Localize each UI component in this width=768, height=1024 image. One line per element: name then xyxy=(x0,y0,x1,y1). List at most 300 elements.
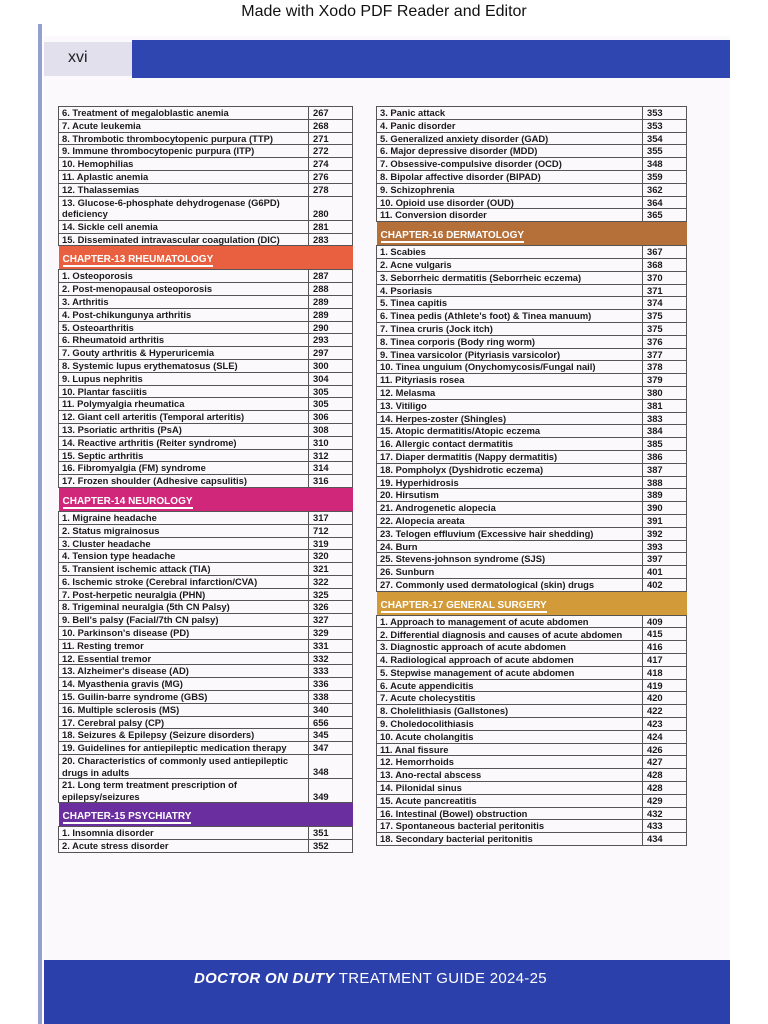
toc-entry[interactable] xyxy=(59,158,353,171)
toc-entry[interactable] xyxy=(377,553,687,566)
toc-entry-title: 8. Bipolar affective disorder (BIPAD) xyxy=(377,170,643,183)
toc-entry-page: 381 xyxy=(643,399,687,412)
toc-right-table xyxy=(377,107,687,846)
toc-entry-title: 6. Acute appendicitis xyxy=(377,679,643,692)
toc-entry-page: 422 xyxy=(643,705,687,718)
toc-entry[interactable] xyxy=(377,666,687,679)
toc-entry[interactable] xyxy=(377,310,687,323)
toc-entry[interactable] xyxy=(59,270,353,283)
toc-entry[interactable] xyxy=(377,654,687,667)
toc-entry[interactable] xyxy=(59,183,353,196)
toc-entry[interactable] xyxy=(59,295,353,308)
toc-entry-title: 2. Acne vulgaris xyxy=(377,258,643,271)
toc-entry-title: 8. Systemic lupus erythematosus (SLE) xyxy=(59,359,309,372)
toc-entry-page: 390 xyxy=(643,502,687,515)
toc-entry-title: 10. Parkinson's disease (PD) xyxy=(59,627,309,640)
toc-entry[interactable] xyxy=(59,119,353,132)
toc-entry-page: 308 xyxy=(309,423,353,436)
toc-entry-title: 4. Radiological approach of acute abdomen xyxy=(377,654,643,667)
toc-entry[interactable] xyxy=(59,283,353,296)
toc-entry[interactable] xyxy=(377,297,687,310)
toc-entry[interactable] xyxy=(377,820,687,833)
toc-entry-title: 9. Immune thrombocytopenic purpura (ITP) xyxy=(59,145,309,158)
toc-entry[interactable] xyxy=(59,423,353,436)
toc-entry-page: 316 xyxy=(309,475,353,488)
toc-entry-page: 359 xyxy=(643,170,687,183)
toc-entry-title: 5. Transient ischemic attack (TIA) xyxy=(59,563,309,576)
toc-entry-title: 24. Burn xyxy=(377,540,643,553)
toc-entry-page: 327 xyxy=(309,614,353,627)
toc-entry[interactable] xyxy=(377,158,687,171)
toc-entry[interactable] xyxy=(59,334,353,347)
toc-entry-title: 11. Anal fissure xyxy=(377,743,643,756)
toc-entry-title: 3. Cluster headache xyxy=(59,537,309,550)
chapter-title: CHAPTER-17 GENERAL SURGERY xyxy=(380,599,547,611)
toc-entry-title: 9. Lupus nephritis xyxy=(59,372,309,385)
toc-entry-page: 283 xyxy=(309,233,353,246)
toc-entry-page: 320 xyxy=(309,550,353,563)
toc-entry-page: 384 xyxy=(643,425,687,438)
toc-entry-page: 385 xyxy=(643,438,687,451)
toc-entry-title: 6. Major depressive disorder (MDD) xyxy=(377,145,643,158)
toc-entry[interactable] xyxy=(59,652,353,665)
toc-entry-title: 1. Insomnia disorder xyxy=(59,827,309,840)
toc-entry[interactable] xyxy=(59,347,353,360)
toc-entry[interactable] xyxy=(59,537,353,550)
footer-title xyxy=(194,970,547,987)
toc-left-table xyxy=(59,107,353,853)
toc-entry-title: 6. Treatment of megaloblastic anemia xyxy=(59,107,309,120)
toc-entry-page: 433 xyxy=(643,820,687,833)
footer-band xyxy=(44,960,730,1024)
toc-entry[interactable] xyxy=(59,411,353,424)
toc-entry-title: 27. Commonly used dermatological (skin) drugs xyxy=(377,578,643,591)
toc-entry[interactable] xyxy=(377,692,687,705)
toc-entry[interactable] xyxy=(59,614,353,627)
toc-entry[interactable] xyxy=(59,729,353,742)
toc-entry[interactable] xyxy=(59,385,353,398)
toc-entry-page: 276 xyxy=(309,170,353,183)
toc-entry[interactable] xyxy=(59,398,353,411)
toc-entry-title: 7. Acute leukemia xyxy=(59,119,309,132)
toc-entry-page: 333 xyxy=(309,665,353,678)
toc-entry[interactable] xyxy=(377,246,687,259)
chapter-header-cell xyxy=(59,487,353,511)
toc-entry-title: 15. Atopic dermatitis/Atopic eczema xyxy=(377,425,643,438)
toc-entry-title: 5. Stepwise management of acute abdomen xyxy=(377,666,643,679)
toc-entry[interactable] xyxy=(59,665,353,678)
toc-entry-title: 3. Seborrheic dermatitis (Seborrheic eczema) xyxy=(377,271,643,284)
toc-entry-page: 348 xyxy=(643,158,687,171)
toc-entry-page: 345 xyxy=(309,729,353,742)
toc-entry[interactable] xyxy=(59,233,353,246)
toc-entry[interactable] xyxy=(377,540,687,553)
toc-entry-title: 8. Thrombotic thrombocytopenic purpura (TTP) xyxy=(59,132,309,145)
toc-entry-title: 13. Vitiligo xyxy=(377,399,643,412)
toc-entry[interactable] xyxy=(377,183,687,196)
toc-entry[interactable] xyxy=(59,563,353,576)
toc-entry[interactable] xyxy=(377,335,687,348)
toc-entry[interactable] xyxy=(377,209,687,222)
toc-entry-title: 8. Trigeminal neuralgia (5th CN Palsy) xyxy=(59,601,309,614)
toc-entry-page: 278 xyxy=(309,183,353,196)
chapter-header xyxy=(377,591,687,615)
page-number: xvi xyxy=(68,49,88,66)
toc-entry-page: 656 xyxy=(309,716,353,729)
toc-entry-title: 12. Giant cell arteritis (Temporal arteritis) xyxy=(59,411,309,424)
toc-entry-page: 321 xyxy=(309,563,353,576)
toc-entry-page: 300 xyxy=(309,359,353,372)
toc-entry-title: 6. Tinea pedis (Athlete's foot) & Tinea manuum) xyxy=(377,310,643,323)
toc-entry[interactable] xyxy=(59,196,353,220)
toc-left-column xyxy=(58,106,353,853)
toc-entry-page: 355 xyxy=(643,145,687,158)
toc-entry[interactable] xyxy=(59,575,353,588)
toc-entry-page: 297 xyxy=(309,347,353,360)
toc-entry-page: 304 xyxy=(309,372,353,385)
footer-subtitle: TREATMENT GUIDE 2024-25 xyxy=(338,970,547,987)
toc-entry-title: 10. Opioid use disorder (OUD) xyxy=(377,196,643,209)
toc-entry-page: 293 xyxy=(309,334,353,347)
toc-entry-page: 378 xyxy=(643,361,687,374)
toc-entry-title: 7. Gouty arthritis & Hyperuricemia xyxy=(59,347,309,360)
toc-entry[interactable] xyxy=(59,755,353,779)
toc-entry-page: 428 xyxy=(643,769,687,782)
toc-entry-page: 289 xyxy=(309,295,353,308)
toc-entry-page: 340 xyxy=(309,703,353,716)
toc-entry[interactable] xyxy=(377,284,687,297)
book-page xyxy=(44,36,730,1024)
toc-entry[interactable] xyxy=(59,436,353,449)
toc-entry-title: 4. Psoriasis xyxy=(377,284,643,297)
toc-entry[interactable] xyxy=(377,348,687,361)
header-band xyxy=(132,40,730,78)
toc-entry[interactable] xyxy=(377,322,687,335)
toc-entry-page: 268 xyxy=(309,119,353,132)
toc-entry-page: 305 xyxy=(309,385,353,398)
toc-entry[interactable] xyxy=(377,718,687,731)
toc-entry-page: 392 xyxy=(643,527,687,540)
toc-entry[interactable] xyxy=(59,308,353,321)
toc-entry-title: 10. Plantar fasciitis xyxy=(59,385,309,398)
toc-entry[interactable] xyxy=(59,678,353,691)
chapter-header-cell xyxy=(59,803,353,827)
toc-entry-page: 420 xyxy=(643,692,687,705)
toc-entry[interactable] xyxy=(377,119,687,132)
toc-entry[interactable] xyxy=(377,514,687,527)
toc-entry[interactable] xyxy=(377,615,687,628)
toc-entry-page: 415 xyxy=(643,628,687,641)
toc-entry-title: 6. Ischemic stroke (Cerebral infarction/CVA) xyxy=(59,575,309,588)
toc-entry-page: 379 xyxy=(643,374,687,387)
toc-entry[interactable] xyxy=(59,511,353,524)
toc-entry-title: 5. Generalized anxiety disorder (GAD) xyxy=(377,132,643,145)
toc-entry-page: 353 xyxy=(643,107,687,120)
toc-entry-page: 375 xyxy=(643,310,687,323)
toc-entry-title: 4. Tension type headache xyxy=(59,550,309,563)
toc-entry-title: 7. Acute cholecystitis xyxy=(377,692,643,705)
toc-entry[interactable] xyxy=(377,743,687,756)
toc-entry[interactable] xyxy=(377,794,687,807)
toc-entry[interactable] xyxy=(377,769,687,782)
toc-entry[interactable] xyxy=(59,691,353,704)
toc-entry-page: 290 xyxy=(309,321,353,334)
toc-entry-page: 380 xyxy=(643,386,687,399)
toc-entry-page: 281 xyxy=(309,220,353,233)
toc-entry[interactable] xyxy=(59,639,353,652)
toc-entry[interactable] xyxy=(59,475,353,488)
toc-entry-title: 17. Diaper dermatitis (Nappy dermatitis) xyxy=(377,450,643,463)
toc-entry-page: 428 xyxy=(643,782,687,795)
toc-entry-title: 18. Pompholyx (Dyshidrotic eczema) xyxy=(377,463,643,476)
toc-entry-title: 22. Alopecia areata xyxy=(377,514,643,527)
toc-entry-page: 393 xyxy=(643,540,687,553)
toc-entry[interactable] xyxy=(377,412,687,425)
toc-entry[interactable] xyxy=(377,502,687,515)
toc-entry-title: 14. Myasthenia gravis (MG) xyxy=(59,678,309,691)
toc-entry-title: 9. Tinea varsicolor (Pityriasis varsicolor) xyxy=(377,348,643,361)
toc-entry[interactable] xyxy=(377,628,687,641)
toc-entry-title: 15. Septic arthritis xyxy=(59,449,309,462)
toc-entry[interactable] xyxy=(59,588,353,601)
toc-entry[interactable] xyxy=(59,107,353,120)
toc-entry-title: 9. Choledocolithiasis xyxy=(377,718,643,731)
toc-entry[interactable] xyxy=(377,641,687,654)
toc-entry-page: 427 xyxy=(643,756,687,769)
toc-entry-title: 15. Guilin-barre syndrome (GBS) xyxy=(59,691,309,704)
toc-entry-title: 12. Thalassemias xyxy=(59,183,309,196)
toc-entry[interactable] xyxy=(377,705,687,718)
toc-entry-page: 305 xyxy=(309,398,353,411)
toc-entry[interactable] xyxy=(377,527,687,540)
toc-entry-title: 20. Characteristics of commonly used antiepileptic drugs in adults xyxy=(59,755,309,779)
toc-entry[interactable] xyxy=(377,756,687,769)
chapter-title: CHAPTER-13 RHEUMATOLOGY xyxy=(62,254,214,266)
toc-entry-title: 18. Secondary bacterial peritonitis xyxy=(377,833,643,846)
toc-entry-page: 332 xyxy=(309,652,353,665)
toc-entry[interactable] xyxy=(377,438,687,451)
toc-entry-page: 317 xyxy=(309,511,353,524)
toc-entry-page: 383 xyxy=(643,412,687,425)
toc-entry-page: 416 xyxy=(643,641,687,654)
chapter-header-cell xyxy=(59,246,353,270)
toc-entry-title: 13. Psoriatic arthritis (PsA) xyxy=(59,423,309,436)
toc-entry-page: 267 xyxy=(309,107,353,120)
toc-entry-title: 5. Osteoarthritis xyxy=(59,321,309,334)
toc-entry-page: 354 xyxy=(643,132,687,145)
toc-entry-title: 3. Panic attack xyxy=(377,107,643,120)
toc-entry-title: 12. Melasma xyxy=(377,386,643,399)
toc-entry-title: 1. Approach to management of acute abdomen xyxy=(377,615,643,628)
toc-entry-title: 13. Ano-rectal abscess xyxy=(377,769,643,782)
toc-entry-title: 2. Status migrainosus xyxy=(59,524,309,537)
toc-entry-page: 374 xyxy=(643,297,687,310)
toc-entry[interactable] xyxy=(377,196,687,209)
toc-entry-page: 402 xyxy=(643,578,687,591)
chapter-title: CHAPTER-16 DERMATOLOGY xyxy=(380,230,525,242)
toc-entry[interactable] xyxy=(377,476,687,489)
toc-entry-title: 14. Sickle cell anemia xyxy=(59,220,309,233)
toc-entry-page: 370 xyxy=(643,271,687,284)
toc-entry-title: 15. Disseminated intravascular coagulation (DIC) xyxy=(59,233,309,246)
chapter-title: CHAPTER-14 NEUROLOGY xyxy=(62,495,193,507)
toc-entry[interactable] xyxy=(377,258,687,271)
toc-entry[interactable] xyxy=(377,107,687,120)
toc-entry[interactable] xyxy=(59,170,353,183)
toc-entry-title: 10. Acute cholangitis xyxy=(377,730,643,743)
toc-entry[interactable] xyxy=(377,374,687,387)
toc-entry-title: 11. Polymyalgia rheumatica xyxy=(59,398,309,411)
binding-strip xyxy=(38,24,42,1024)
toc-entry[interactable] xyxy=(377,145,687,158)
toc-entry[interactable] xyxy=(59,601,353,614)
toc-entry-title: 10. Hemophilias xyxy=(59,158,309,171)
toc-entry-page: 349 xyxy=(309,779,353,803)
toc-entry-page: 353 xyxy=(643,119,687,132)
toc-entry-page: 329 xyxy=(309,627,353,640)
toc-entry[interactable] xyxy=(59,145,353,158)
toc-entry-page: 352 xyxy=(309,840,353,853)
toc-entry-title: 2. Post-menopausal osteoporosis xyxy=(59,283,309,296)
toc-entry-page: 397 xyxy=(643,553,687,566)
toc-entry-page: 351 xyxy=(309,827,353,840)
toc-entry-page: 368 xyxy=(643,258,687,271)
toc-entry[interactable] xyxy=(59,372,353,385)
toc-entry-page: 712 xyxy=(309,524,353,537)
toc-entry-page: 274 xyxy=(309,158,353,171)
toc-entry[interactable] xyxy=(59,703,353,716)
toc-entry-title: 21. Long term treatment prescription of epilepsy/seizures xyxy=(59,779,309,803)
toc-entry[interactable] xyxy=(59,132,353,145)
toc-entry-page: 288 xyxy=(309,283,353,296)
toc-entry[interactable] xyxy=(59,462,353,475)
toc-entry[interactable] xyxy=(59,716,353,729)
toc-entry-title: 7. Post-herpetic neuralgia (PHN) xyxy=(59,588,309,601)
toc-entry-page: 364 xyxy=(643,196,687,209)
toc-entry[interactable] xyxy=(59,321,353,334)
toc-entry-title: 16. Fibromyalgia (FM) syndrome xyxy=(59,462,309,475)
toc-entry[interactable] xyxy=(59,742,353,755)
toc-entry[interactable] xyxy=(377,170,687,183)
toc-entry-title: 16. Intestinal (Bowel) obstruction xyxy=(377,807,643,820)
toc-entry[interactable] xyxy=(377,578,687,591)
toc-entry-title: 6. Rheumatoid arthritis xyxy=(59,334,309,347)
toc-entry-title: 21. Androgenetic alopecia xyxy=(377,502,643,515)
toc-entry-page: 289 xyxy=(309,308,353,321)
toc-entry-title: 1. Osteoporosis xyxy=(59,270,309,283)
toc-entry-page: 426 xyxy=(643,743,687,756)
toc-entry[interactable] xyxy=(377,833,687,846)
toc-entry-page: 326 xyxy=(309,601,353,614)
toc-entry[interactable] xyxy=(59,550,353,563)
toc-entry-title: 12. Essential tremor xyxy=(59,652,309,665)
toc-entry[interactable] xyxy=(59,779,353,803)
toc-entry[interactable] xyxy=(59,359,353,372)
toc-entry-page: 362 xyxy=(643,183,687,196)
toc-entry[interactable] xyxy=(59,220,353,233)
toc-entry-title: 4. Panic disorder xyxy=(377,119,643,132)
chapter-header xyxy=(59,803,353,827)
toc-entry[interactable] xyxy=(59,840,353,853)
toc-entry-title: 19. Hyperhidrosis xyxy=(377,476,643,489)
toc-entry[interactable] xyxy=(377,807,687,820)
toc-entry[interactable] xyxy=(59,524,353,537)
toc-entry-title: 17. Frozen shoulder (Adhesive capsulitis) xyxy=(59,475,309,488)
toc-entry-page: 336 xyxy=(309,678,353,691)
toc-entry-title: 13. Alzheimer's disease (AD) xyxy=(59,665,309,678)
toc-entry[interactable] xyxy=(377,489,687,502)
toc-entry-title: 8. Cholelithiasis (Gallstones) xyxy=(377,705,643,718)
toc-entry-page: 347 xyxy=(309,742,353,755)
toc-entry-page: 312 xyxy=(309,449,353,462)
toc-entry-page: 310 xyxy=(309,436,353,449)
toc-entry[interactable] xyxy=(377,271,687,284)
toc-entry-page: 280 xyxy=(309,196,353,220)
toc-entry-page: 386 xyxy=(643,450,687,463)
toc-entry-title: 23. Telogen effluvium (Excessive hair shedding) xyxy=(377,527,643,540)
toc-entry[interactable] xyxy=(377,386,687,399)
toc-entry[interactable] xyxy=(59,627,353,640)
toc-entry-title: 3. Diagnostic approach of acute abdomen xyxy=(377,641,643,654)
toc-entry[interactable] xyxy=(377,463,687,476)
toc-entry-page: 388 xyxy=(643,476,687,489)
toc-entry-title: 12. Hemorrhoids xyxy=(377,756,643,769)
toc-entry-page: 424 xyxy=(643,730,687,743)
toc-entry-page: 432 xyxy=(643,807,687,820)
toc-entry-title: 1. Scabies xyxy=(377,246,643,259)
toc-entry-title: 3. Arthritis xyxy=(59,295,309,308)
toc-entry-page: 423 xyxy=(643,718,687,731)
toc-entry-title: 14. Pilonidal sinus xyxy=(377,782,643,795)
toc-entry-title: 2. Acute stress disorder xyxy=(59,840,309,853)
toc-entry-page: 375 xyxy=(643,322,687,335)
toc-entry-title: 11. Aplastic anemia xyxy=(59,170,309,183)
chapter-header xyxy=(377,222,687,246)
toc-entry-page: 401 xyxy=(643,566,687,579)
toc-entry-title: 5. Tinea capitis xyxy=(377,297,643,310)
toc-entry-title: 7. Obsessive-compulsive disorder (OCD) xyxy=(377,158,643,171)
toc-entry[interactable] xyxy=(59,449,353,462)
toc-entry[interactable] xyxy=(377,450,687,463)
toc-entry-page: 272 xyxy=(309,145,353,158)
toc-entry[interactable] xyxy=(377,361,687,374)
toc-entry-title: 7. Tinea cruris (Jock itch) xyxy=(377,322,643,335)
toc-entry[interactable] xyxy=(377,679,687,692)
chapter-header-cell xyxy=(377,591,687,615)
toc-entry[interactable] xyxy=(377,566,687,579)
toc-entry-title: 2. Differential diagnosis and causes of acute abdomen xyxy=(377,628,643,641)
toc-entry[interactable] xyxy=(377,132,687,145)
toc-entry-title: 25. Stevens-johnson syndrome (SJS) xyxy=(377,553,643,566)
toc-entry[interactable] xyxy=(377,399,687,412)
toc-entry[interactable] xyxy=(377,730,687,743)
toc-entry-title: 15. Acute pancreatitis xyxy=(377,794,643,807)
toc-entry-page: 314 xyxy=(309,462,353,475)
toc-entry-title: 14. Reactive arthritis (Reiter syndrome) xyxy=(59,436,309,449)
chapter-header xyxy=(59,246,353,270)
toc-entry-title: 9. Bell's palsy (Facial/7th CN palsy) xyxy=(59,614,309,627)
page-number-tab xyxy=(44,42,132,76)
toc-entry-page: 377 xyxy=(643,348,687,361)
toc-entry-page: 418 xyxy=(643,666,687,679)
toc-entry[interactable] xyxy=(377,782,687,795)
toc-entry[interactable] xyxy=(377,425,687,438)
footer-brand: DOCTOR ON DUTY xyxy=(194,970,335,987)
toc-entry[interactable] xyxy=(59,827,353,840)
chapter-title: CHAPTER-15 PSYCHIATRY xyxy=(62,811,192,823)
toc-entry-page: 322 xyxy=(309,575,353,588)
toc-entry-page: 319 xyxy=(309,537,353,550)
